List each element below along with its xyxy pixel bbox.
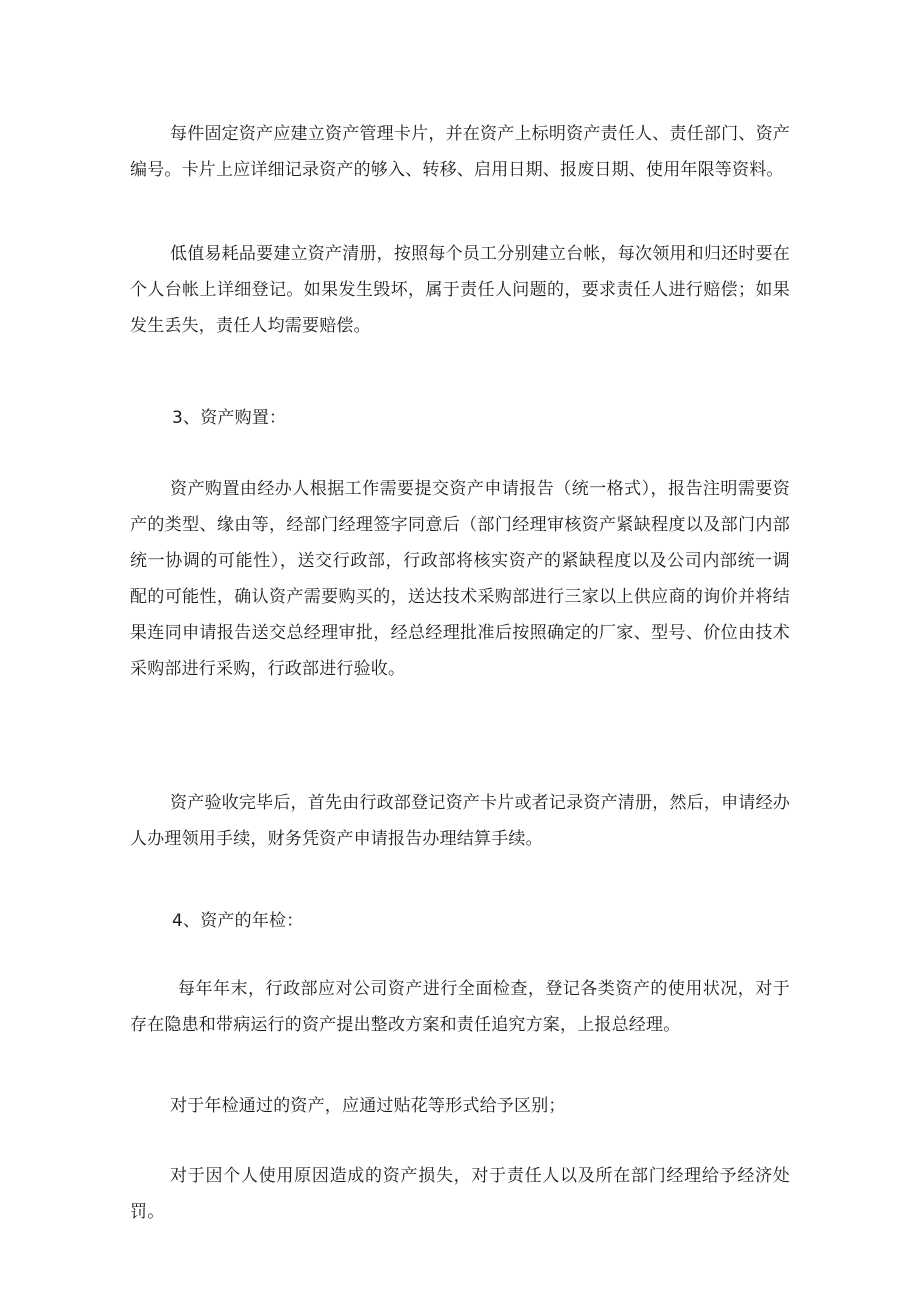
paragraph-asset-acceptance: 资产验收完毕后，首先由行政部登记资产卡片或者记录资产清册，然后，申请经办人办理领用手续，财务凭资产申请报告办理结算手续。: [130, 793, 790, 849]
paragraph-personal-loss: 对于因个人使用原因造成的资产损失，对于责任人以及所在部门经理给予经济处罚。: [130, 1166, 790, 1222]
section-heading-annual-inspection: 4、资产的年检：: [172, 911, 304, 931]
paragraph-annual-inspection: 每年年末，行政部应对公司资产进行全面检查，登记各类资产的使用状况，对于存在隐患和带病运行的资产提出整改方案和责任追究方案，上报总经理。: [130, 979, 790, 1035]
paragraph-inspection-passed: 对于年检通过的资产，应通过贴花等形式给予区别；: [170, 1096, 566, 1116]
paragraph-low-value-consumables: 低值易耗品要建立资产清册，按照每个员工分别建立台帐，每次领用和归还时要在个人台帐上详细登记。如果发生毁坏，属于责任人问题的，要求责任人进行赔偿；如果发生丢失，责任人均需要赔偿。: [130, 244, 790, 336]
section-heading-asset-purchase: 3、资产购置：: [172, 408, 287, 428]
paragraph-asset-purchase: 资产购置由经办人根据工作需要提交资产申请报告（统一格式），报告注明需要资产的类型、缘由等，经部门经理签字同意后（部门经理审核资产紧缺程度以及部门内部统一协调的可能性），送交行政部，行政部将核实资产的紧缺程度以及公司内部统一调配的可能性，确认资产需要购买的，送达技术采购部进行三家以上供应商的询价并将结果连同申请报告送交总经理审批，经总经理批准后按照确定的厂家、型号、价位由技术采购部进行采购，行政部进行验收。: [130, 479, 790, 679]
paragraph-asset-card: 每件固定资产应建立资产管理卡片，并在资产上标明资产责任人、责任部门、资产编号。卡片上应详细记录资产的够入、转移、启用日期、报废日期、使用年限等资料。: [130, 124, 790, 180]
